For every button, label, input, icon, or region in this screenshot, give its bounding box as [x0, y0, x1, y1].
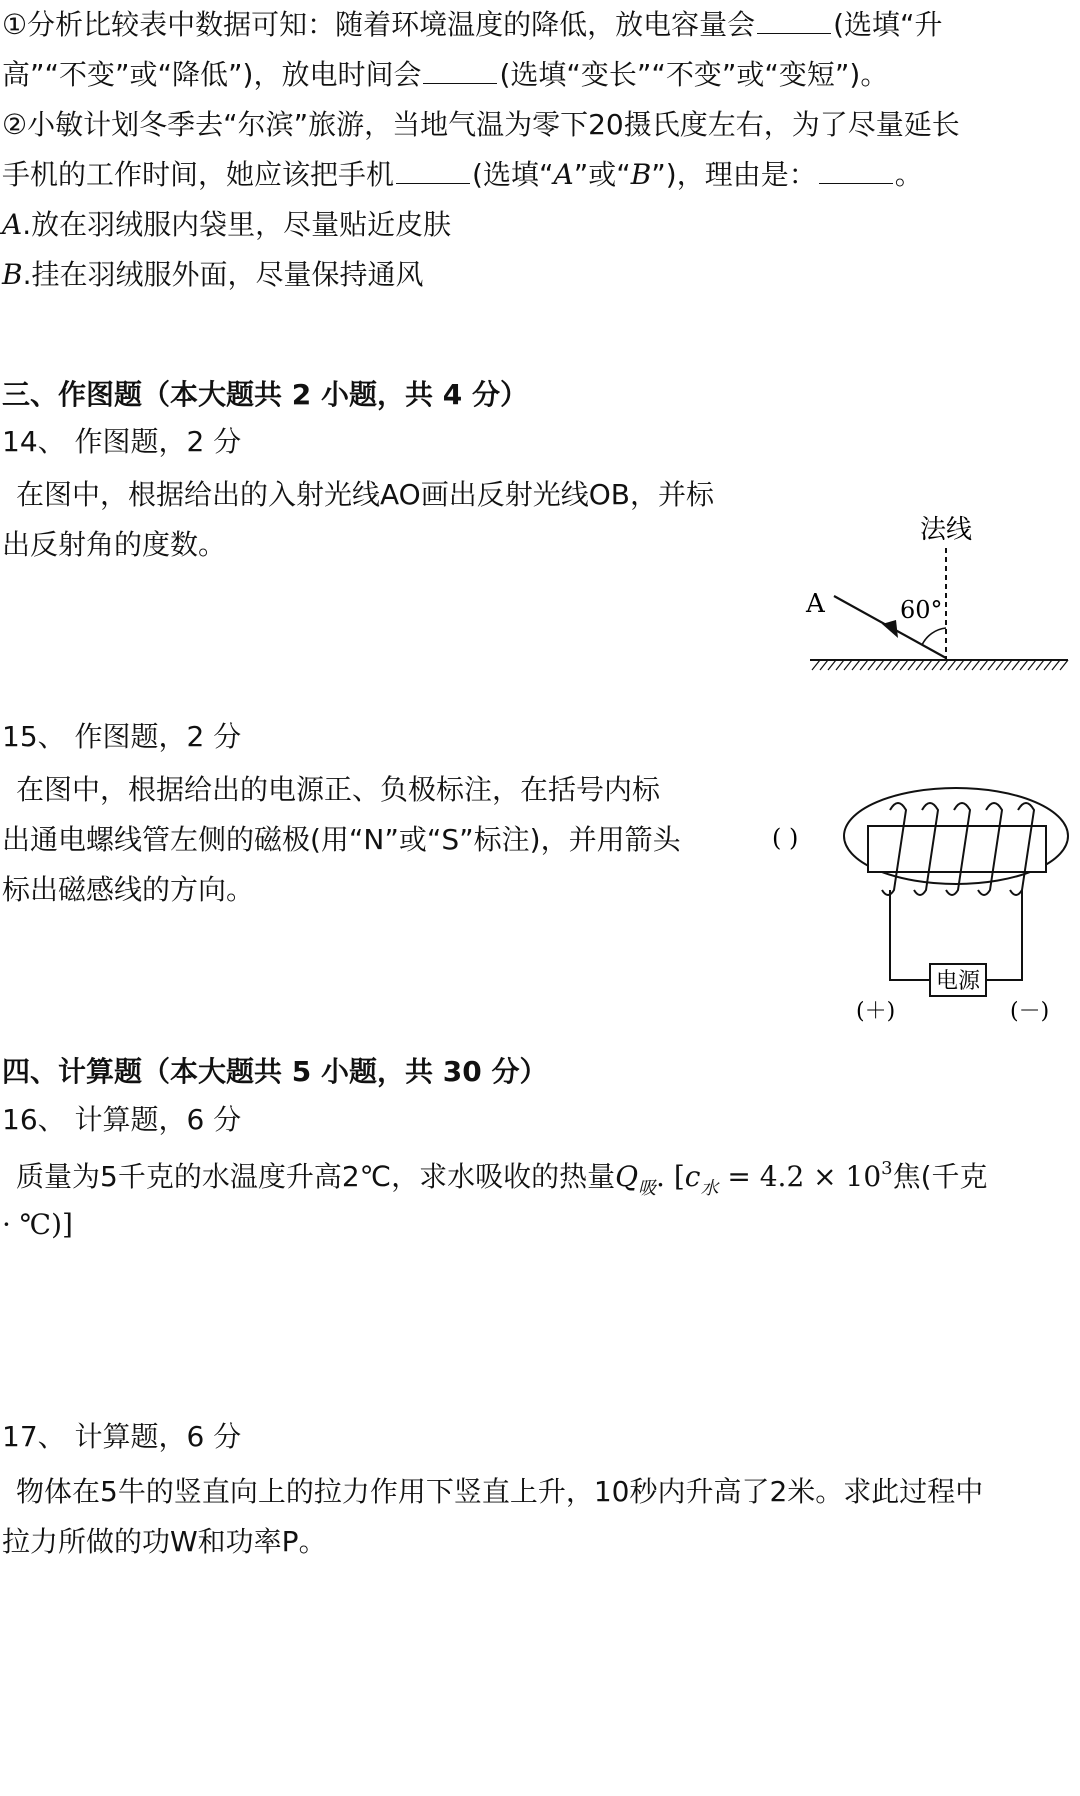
option-text: .挂在羽绒服外面，尽量保持通风	[22, 258, 424, 291]
q13-line-4	[2, 158, 923, 192]
option-letter: A	[2, 208, 23, 241]
ray-label: A	[806, 589, 825, 619]
q17-line-1: 物体在5牛的竖直向上的拉力作用下竖直上升，10秒内升高了2米。求此过程中	[16, 1475, 984, 1508]
bracket-open: . [	[656, 1160, 685, 1193]
option-text: .放在羽绒服内袋里，尽量贴近皮肤	[22, 208, 452, 241]
q17-line-2: 拉力所做的功W和功率P。	[2, 1525, 327, 1558]
answer-blank[interactable]	[819, 159, 893, 184]
question-header: 17、 计算题，6 分	[2, 1420, 242, 1453]
answer-blank[interactable]	[757, 9, 831, 34]
q13-option-b	[2, 258, 423, 292]
q15-line-2: 出通电螺线管左侧的磁极(用“N”或“S”标注)，并用箭头	[2, 823, 681, 856]
q13-line-1	[2, 8, 943, 42]
q13-line-1-prefix: ①分析比较表中数据可知：随着环境温度的降低，放电容量会	[2, 8, 756, 41]
question-header: 14、 作图题，2 分	[2, 425, 242, 458]
q13-line-4-text: ”或“	[573, 158, 631, 191]
unit-text: 焦(千克	[892, 1160, 988, 1193]
q15-line-1: 在图中，根据给出的电源正、负极标注，在括号内标	[16, 773, 661, 806]
minus-label: (－)	[1010, 999, 1050, 1024]
normal-label: 法线	[920, 515, 973, 545]
q16-line-1	[16, 1158, 988, 1200]
section-heading: 三、作图题（本大题共 2 小题，共 4 分）	[2, 378, 528, 411]
power-label: 电源	[935, 969, 981, 994]
wire-right	[986, 890, 1022, 980]
q13-line-2-prefix: 高”“不变”或“降低”)，放电时间会	[2, 58, 422, 91]
q13-line-3: ②小敏计划冬季去“尔滨”旅游，当地气温为零下20摄氏度左右，为了尽量延长	[2, 108, 960, 141]
wire-left	[890, 890, 930, 980]
solenoid-diagram	[760, 770, 1078, 1030]
q13-line-1-suffix: (选填“升	[833, 8, 943, 41]
option-letter: B	[630, 158, 652, 191]
q14-line-2: 出反射角的度数。	[2, 528, 227, 561]
q13-line-4-prefix: 手机的工作时间，她应该把手机	[2, 158, 395, 191]
q15-line-3: 标出磁感线的方向。	[2, 873, 255, 906]
answer-blank[interactable]	[423, 59, 497, 84]
q13-option-a	[2, 208, 451, 242]
reflection-diagram	[800, 500, 1070, 680]
q16-text: 质量为5千克的水温度升高2℃，求水吸收的热量	[16, 1160, 616, 1193]
question-header: 15、 作图题，2 分	[2, 720, 242, 753]
c-subscript: 水	[700, 1178, 719, 1199]
q-symbol: Q	[615, 1160, 639, 1193]
q13-line-4-text: (选填“	[472, 158, 554, 191]
q13-line-4-text: 。	[894, 158, 923, 191]
question-header: 16、 计算题，6 分	[2, 1103, 242, 1136]
q13-line-2-suffix: (选填“变长”“不变”或“变短”)。	[499, 58, 889, 91]
c-symbol: c	[684, 1160, 701, 1193]
q13-line-2	[2, 58, 888, 92]
q14-line-1: 在图中，根据给出的入射光线AO画出反射光线OB，并标	[16, 478, 714, 511]
solenoid-core	[868, 826, 1046, 872]
angle-arc	[922, 628, 946, 645]
q-subscript: 吸	[638, 1178, 657, 1199]
answer-blank[interactable]	[396, 159, 470, 184]
option-letter: A	[553, 158, 574, 191]
option-letter: B	[2, 258, 23, 291]
pole-bracket[interactable]: ( )	[772, 824, 799, 852]
q13-line-4-text: ”)，理由是：	[651, 158, 817, 191]
equation: = 4.2 × 10	[718, 1160, 882, 1193]
q16-line-2: · ℃)]	[2, 1208, 73, 1241]
section-heading: 四、计算题（本大题共 5 小题，共 30 分）	[2, 1055, 548, 1088]
mirror-hatching	[812, 660, 1068, 670]
exponent: 3	[881, 1158, 893, 1179]
plus-label: (＋)	[856, 999, 896, 1024]
angle-label: 60°	[900, 596, 943, 624]
